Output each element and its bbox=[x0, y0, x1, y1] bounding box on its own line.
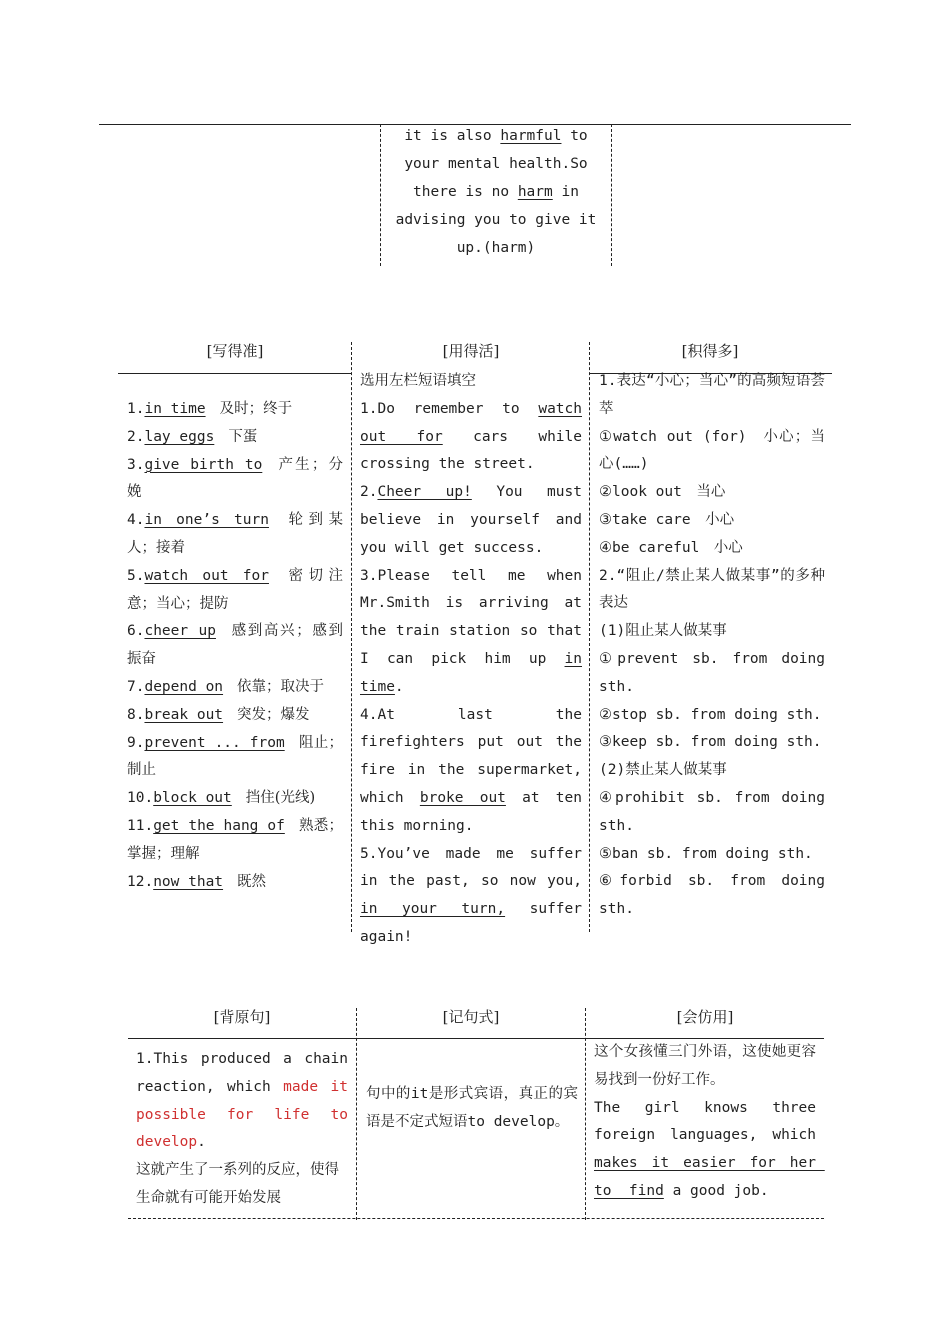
t1-divider-2 bbox=[589, 342, 590, 932]
t2-col2-pattern: 句中的it是形式宾语，真正的宾语是不定式短语to develop。 bbox=[366, 1086, 578, 1130]
note-line: ④prohibit sb. from doing sth. bbox=[599, 789, 825, 834]
phrase-item: 11.get the hang of 熟悉；掌握；理解 bbox=[127, 817, 343, 862]
top-line-5: up.(harm) bbox=[456, 240, 536, 256]
t2-col3-chinese: 这个女孩懂三门外语，这使她更容易找到一份好工作。 bbox=[594, 1044, 816, 1088]
phrase-item: 3.give birth to 产生；分娩 bbox=[127, 456, 343, 501]
phrase-item: 6.cheer up 感到高兴；感到振奋 bbox=[127, 623, 344, 668]
answer-blank: Cheer up! bbox=[377, 484, 472, 501]
meaning: 密切注意；当心；提防 bbox=[127, 567, 343, 612]
top-cell bbox=[384, 122, 608, 262]
meaning: 阻止；制止 bbox=[127, 734, 343, 779]
t2-col3-imitation: 这个女孩懂三门外语，这使她更容易找到一份好工作。 The girl knows three foreign languages, which makes it easier for her to find a good job. bbox=[594, 1039, 816, 1206]
phrase-item: 10.block out 挡住(光线) bbox=[127, 790, 316, 807]
meaning: 产生；分娩 bbox=[127, 456, 343, 501]
phrase: now that bbox=[153, 873, 224, 890]
answer-blank: watch out for bbox=[360, 400, 582, 445]
t2-header-2: [记句式] bbox=[442, 1008, 500, 1026]
phrase: block out bbox=[153, 790, 232, 807]
exercise-item: 1.Do remember to watch out for cars while crossing the street. bbox=[360, 400, 583, 473]
t1-header-rule-1 bbox=[118, 373, 352, 374]
phrase: prevent ... from bbox=[144, 734, 285, 751]
t2-divider-1 bbox=[356, 1008, 357, 1220]
t1-header-3: [积得多] bbox=[681, 342, 739, 360]
t1-col2-exercises bbox=[360, 368, 582, 952]
phrase: lay eggs bbox=[144, 428, 215, 445]
phrase-item: 1.in time 及时；终于 bbox=[127, 401, 293, 417]
note-line: ⑤ban sb. from doing sth. bbox=[599, 845, 813, 862]
phrase-item: 4.in one’s turn 轮到某人；接着 bbox=[127, 512, 343, 556]
note-line: ④be careful 小心 bbox=[599, 539, 743, 556]
meaning: 突发；爆发 bbox=[237, 706, 310, 723]
exercise-item: 2.Cheer up! You must believe in yourself and you will get success. bbox=[360, 484, 582, 556]
t1-header-2: [用得活] bbox=[442, 342, 500, 360]
note-line: 1.表达“小心；当心”的高频短语荟萃 bbox=[599, 373, 825, 417]
answer-blank: in time bbox=[360, 650, 582, 695]
exercise-item: 4.At last the firefighters put out the fire in the supermarket, which broke out at ten this morning. bbox=[360, 706, 582, 834]
note-line: ⑥forbid sb. from doing sth. bbox=[599, 873, 825, 918]
note-line: ③take care 小心 bbox=[599, 511, 735, 528]
meaning: 挡住(光线) bbox=[245, 790, 316, 807]
t2-col3-answer: makes it easier for her to find bbox=[594, 1155, 825, 1199]
t2-divider-2 bbox=[585, 1008, 586, 1220]
answer-blank: in your turn, bbox=[360, 901, 506, 918]
meaning: 轮到某人；接着 bbox=[127, 512, 343, 556]
phrase: in one’s turn bbox=[144, 512, 269, 529]
meaning: 下蛋 bbox=[228, 428, 258, 445]
note-line: 2.“阻止/禁止某人做某事”的多种表达 bbox=[599, 567, 825, 612]
t2-col1-original: 1.This produced a chain reaction, which made it possible for life to develop. 这就产生了一系列的反应，使得生命就有可能开始发展 bbox=[136, 1046, 348, 1213]
note-line: ③keep sb. from doing sth. bbox=[599, 734, 822, 751]
note-line: ②stop sb. from doing sth. bbox=[599, 706, 822, 723]
t1-col1-phrases bbox=[127, 396, 343, 896]
meaning: 感到高兴；感到振奋 bbox=[127, 623, 344, 668]
phrase-item: 2.lay eggs 下蛋 bbox=[127, 428, 258, 445]
t1-divider-1 bbox=[351, 342, 352, 932]
top-cell-right-border bbox=[611, 124, 612, 266]
top-line-4: advising you to give it bbox=[395, 212, 597, 228]
note-line: ①watch out (for) 小心；当心(……) bbox=[599, 428, 825, 473]
answer-blank: broke out bbox=[419, 789, 506, 806]
phrase-item: 7.depend on 依靠；取决于 bbox=[127, 678, 325, 695]
phrase: give birth to bbox=[144, 456, 263, 473]
note-line: ②look out 当心 bbox=[599, 484, 726, 501]
top-line-1: it is also harmful to bbox=[404, 128, 588, 144]
t2-header-3: [会仿用] bbox=[676, 1008, 734, 1026]
t1-col3-notes bbox=[599, 368, 825, 924]
phrase-item: 8.break out 突发；爆发 bbox=[127, 706, 310, 723]
t2-translation: 这就产生了一系列的反应，使得生命就有可能开始发展 bbox=[136, 1162, 339, 1206]
top-cell-left-border bbox=[380, 124, 381, 266]
phrase: cheer up bbox=[144, 623, 216, 640]
phrase: get the hang of bbox=[153, 817, 285, 834]
note-line: ①prevent sb. from doing sth. bbox=[599, 650, 825, 695]
note-line: (1)阻止某人做某事 bbox=[599, 623, 727, 640]
phrase: break out bbox=[144, 706, 224, 723]
top-line-3: there is no harm in bbox=[413, 184, 579, 200]
t2-header-1: [背原句] bbox=[213, 1008, 271, 1026]
exercise-item: 3.Please tell me when Mr.Smith is arriving at the train station so that I can pick him up in time. bbox=[360, 567, 582, 695]
meaning: 既然 bbox=[237, 873, 267, 890]
note-line: (2)禁止某人做某事 bbox=[599, 762, 727, 779]
t2-bottom-rule bbox=[128, 1218, 824, 1219]
exercise-item: 5.You’ve made me suffer in the past, so now you, in your turn, suffer again! bbox=[360, 845, 582, 945]
t1-header-1: [写得准] bbox=[206, 342, 264, 360]
phrase-item: 9.prevent ... from 阻止；制止 bbox=[127, 734, 343, 779]
phrase: depend on bbox=[144, 678, 224, 695]
phrase: in time bbox=[144, 401, 206, 417]
meaning: 及时；终于 bbox=[219, 401, 293, 417]
t1-col2-title: 选用左栏短语填空 bbox=[360, 373, 476, 389]
phrase-item: 5.watch out for 密切注意；当心；提防 bbox=[127, 567, 343, 612]
phrase: watch out for bbox=[144, 567, 269, 584]
top-line-2: your mental health.So bbox=[404, 156, 588, 172]
key-structure: made it possible for life to develop bbox=[136, 1078, 348, 1151]
meaning: 依靠；取决于 bbox=[237, 678, 325, 695]
phrase-item: 12.now that 既然 bbox=[127, 873, 267, 890]
meaning: 熟悉；掌握；理解 bbox=[127, 817, 343, 862]
